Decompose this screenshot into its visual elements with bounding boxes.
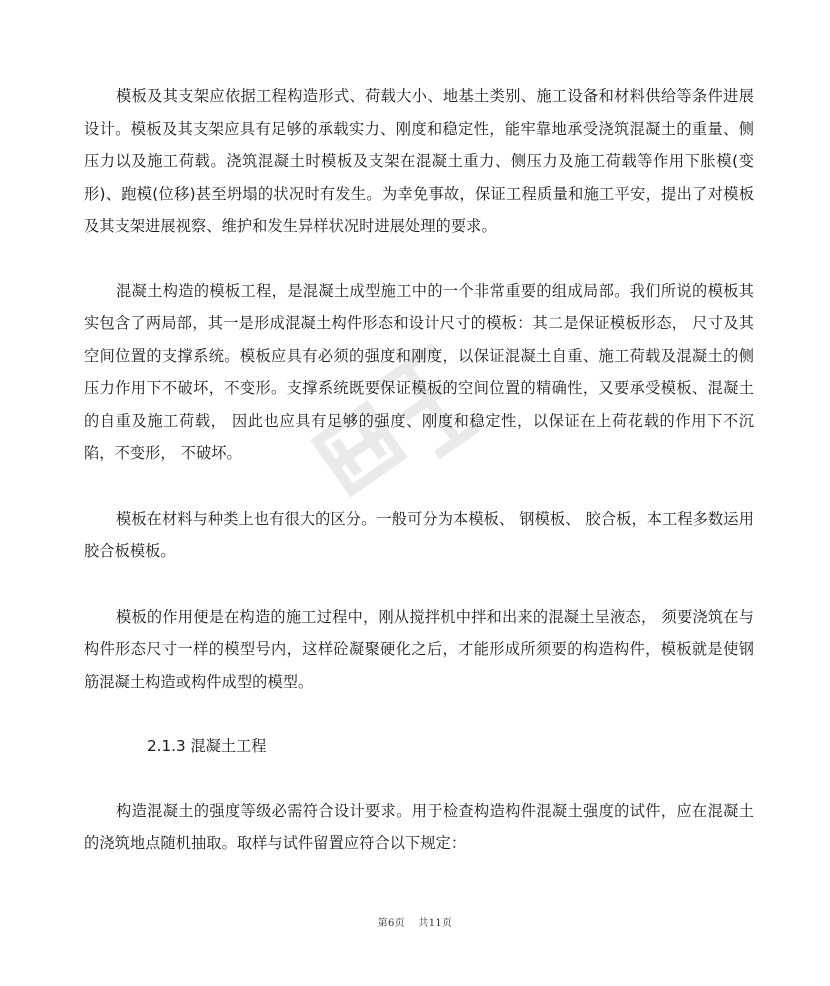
paragraph-formwork-function: 模板的作用便是在构造的施工过程中，刚从搅拌机中拌和出来的混凝土呈液态， 须要浇筑在与构件形态尺寸一样的模型号内，这样砼凝聚硬化之后，才能形成所须要的构造构件，模板就是使钢筋混凝土构造或构件成型的模型。	[84, 607, 754, 691]
paragraph-concrete-strength: 构造混凝土的强度等级必需符合设计要求。用于检查构造构件混凝土强度的试件，应在混凝土的浇筑地点随机抽取。取样与试件留置应符合以下规定：	[84, 801, 754, 852]
page-number: 第6页	[377, 918, 405, 929]
document-body	[84, 80, 754, 860]
paragraph-formwork-design: 模板及其支架应依据工程构造形式、荷载大小、地基土类别、施工设备和材料供给等条件进展设计。模板及其支架应具有足够的承载实力、刚度和稳定性，能牢靠地承受浇筑混凝土的重量、侧压力以及施工荷载。浇筑混凝土时模板及支架在混凝土重力、侧压力及施工荷载等作用下胀模(变形)、跑模(位移)甚至坍塌的状况时有发生。为幸免事故，保证工程质量和施工平安，提出了对模板及其支架进展视察、维护和发生异样状况时进展处理的要求。	[84, 87, 754, 235]
section-heading: 2.1.3 混凝土工程	[147, 737, 267, 755]
page-total: 共11页	[418, 918, 453, 929]
page-footer	[0, 914, 830, 929]
paragraph-formwork-engineering: 混凝土构造的模板工程，是混凝土成型施工中的一个非常重要的组成局部。我们所说的模板其实包含了两局部，其一是形成混凝土构件形态和设计尺寸的模板：其二是保证模板形态， 尺寸及其空间位置的支撑系统。模板应具有必须的强度和刚度，以保证混凝土自重、施工荷载及混凝土的侧压力作用下不破坏，不变形。支撑系统既要保证模板的空间位置的精确性，又要承受模板、混凝土的自重及施工荷载， 因此也应具有足够的强度、刚度和稳定性，以保证在上荷花载的作用下不沉陷，不变形， 不破坏。	[84, 281, 754, 462]
paragraph-formwork-types: 模板在材料与种类上也有很大的区分。一般可分为本模板、 钢模板、 胶合板，本工程多数运用胶合板模板。	[84, 509, 754, 560]
